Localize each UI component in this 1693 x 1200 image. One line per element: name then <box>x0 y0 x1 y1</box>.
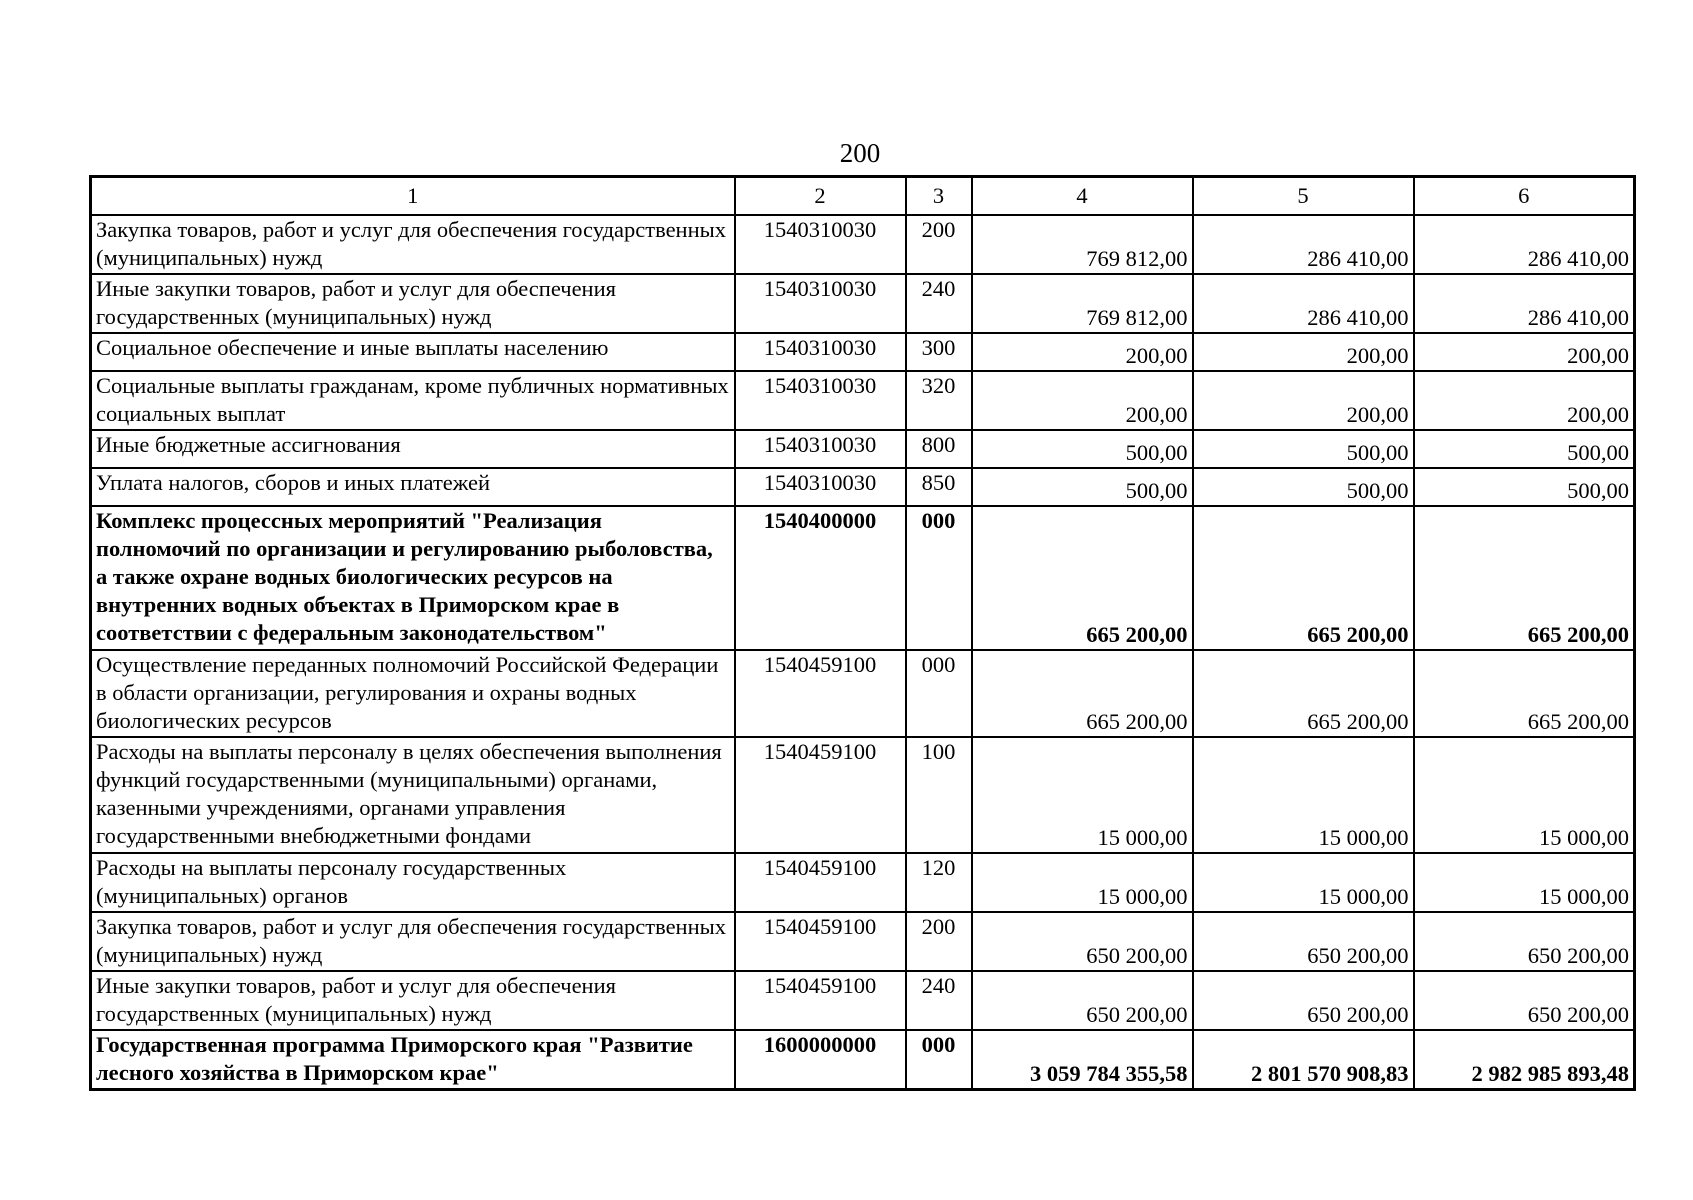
row-value-col5-cell: 200,00 <box>1193 333 1414 371</box>
row-name-cell: Государственная программа Приморского края "Развитие лесного хозяйства в Приморском крае" <box>91 1030 735 1090</box>
table-row <box>91 371 1635 430</box>
table-row <box>91 971 1635 1030</box>
row-value-col4-cell: 200,00 <box>972 333 1193 371</box>
row-code-cell: 1540310030 <box>735 430 906 468</box>
row-value-col5-cell: 15 000,00 <box>1193 853 1414 912</box>
column-header: 4 <box>972 177 1193 216</box>
table-row <box>91 737 1635 853</box>
row-code-cell: 1540459100 <box>735 853 906 912</box>
row-type-cell: 120 <box>906 853 972 912</box>
row-value-col6-cell: 665 200,00 <box>1414 506 1635 650</box>
row-type-cell: 240 <box>906 971 972 1030</box>
row-type-cell: 320 <box>906 371 972 430</box>
row-value-col6-cell: 286 410,00 <box>1414 215 1635 274</box>
row-name-cell: Иные бюджетные ассигнования <box>91 430 735 468</box>
column-header: 3 <box>906 177 972 216</box>
table-row <box>91 430 1635 468</box>
table-row <box>91 1030 1635 1090</box>
row-value-col4-cell: 15 000,00 <box>972 737 1193 853</box>
column-header: 2 <box>735 177 906 216</box>
table-body <box>91 215 1635 1090</box>
row-value-col5-cell: 650 200,00 <box>1193 971 1414 1030</box>
row-code-cell: 1540310030 <box>735 333 906 371</box>
row-type-cell: 850 <box>906 468 972 506</box>
row-type-cell: 200 <box>906 215 972 274</box>
row-value-col5-cell: 500,00 <box>1193 430 1414 468</box>
row-name-cell: Уплата налогов, сборов и иных платежей <box>91 468 735 506</box>
row-value-col4-cell: 15 000,00 <box>972 853 1193 912</box>
row-value-col5-cell: 2 801 570 908,83 <box>1193 1030 1414 1090</box>
row-type-cell: 100 <box>906 737 972 853</box>
row-name-cell: Социальные выплаты гражданам, кроме публичных нормативных социальных выплат <box>91 371 735 430</box>
table-row <box>91 215 1635 274</box>
row-value-col4-cell: 500,00 <box>972 430 1193 468</box>
row-name-cell: Расходы на выплаты персоналу государственных (муниципальных) органов <box>91 853 735 912</box>
budget-table <box>89 175 1636 1091</box>
row-value-col4-cell: 650 200,00 <box>972 912 1193 971</box>
row-code-cell: 1540310030 <box>735 371 906 430</box>
row-value-col4-cell: 769 812,00 <box>972 215 1193 274</box>
row-value-col6-cell: 15 000,00 <box>1414 737 1635 853</box>
row-code-cell: 1540310030 <box>735 274 906 333</box>
row-code-cell: 1540459100 <box>735 650 906 737</box>
row-value-col5-cell: 665 200,00 <box>1193 650 1414 737</box>
row-name-cell: Социальное обеспечение и иные выплаты населению <box>91 333 735 371</box>
row-value-col6-cell: 500,00 <box>1414 430 1635 468</box>
row-type-cell: 240 <box>906 274 972 333</box>
row-name-cell: Закупка товаров, работ и услуг для обеспечения государственных (муниципальных) нужд <box>91 215 735 274</box>
column-header: 1 <box>91 177 735 216</box>
row-code-cell: 1540459100 <box>735 737 906 853</box>
row-type-cell: 000 <box>906 650 972 737</box>
row-code-cell: 1600000000 <box>735 1030 906 1090</box>
row-name-cell: Иные закупки товаров, работ и услуг для обеспечения государственных (муниципальных) нужд <box>91 971 735 1030</box>
row-name-cell: Иные закупки товаров, работ и услуг для обеспечения государственных (муниципальных) нужд <box>91 274 735 333</box>
row-value-col5-cell: 500,00 <box>1193 468 1414 506</box>
row-type-cell: 200 <box>906 912 972 971</box>
table-row <box>91 468 1635 506</box>
row-value-col6-cell: 650 200,00 <box>1414 912 1635 971</box>
table-row <box>91 274 1635 333</box>
row-value-col5-cell: 286 410,00 <box>1193 274 1414 333</box>
row-value-col5-cell: 286 410,00 <box>1193 215 1414 274</box>
row-code-cell: 1540400000 <box>735 506 906 650</box>
row-name-cell: Расходы на выплаты персоналу в целях обеспечения выполнения функций государственными (муниципальными) органами, казенными учреждениями, органами управления государственными внебюджетными фондами <box>91 737 735 853</box>
row-code-cell: 1540459100 <box>735 971 906 1030</box>
table-row <box>91 912 1635 971</box>
row-value-col5-cell: 200,00 <box>1193 371 1414 430</box>
table-row <box>91 506 1635 650</box>
row-value-col6-cell: 2 982 985 893,48 <box>1414 1030 1635 1090</box>
row-value-col6-cell: 650 200,00 <box>1414 971 1635 1030</box>
row-value-col6-cell: 500,00 <box>1414 468 1635 506</box>
row-value-col5-cell: 665 200,00 <box>1193 506 1414 650</box>
row-code-cell: 1540310030 <box>735 215 906 274</box>
row-name-cell: Закупка товаров, работ и услуг для обеспечения государственных (муниципальных) нужд <box>91 912 735 971</box>
row-name-cell: Комплекс процессных мероприятий "Реализация полномочий по организации и регулированию рыболовства, а также охране водных биологических ресурсов на внутренних водных объектах в Приморском крае в соответствии с федеральным законодательством" <box>91 506 735 650</box>
row-type-cell: 800 <box>906 430 972 468</box>
row-code-cell: 1540459100 <box>735 912 906 971</box>
row-type-cell: 000 <box>906 1030 972 1090</box>
row-type-cell: 000 <box>906 506 972 650</box>
row-value-col6-cell: 15 000,00 <box>1414 853 1635 912</box>
row-value-col6-cell: 200,00 <box>1414 333 1635 371</box>
row-value-col6-cell: 286 410,00 <box>1414 274 1635 333</box>
table-row <box>91 650 1635 737</box>
row-type-cell: 300 <box>906 333 972 371</box>
row-value-col4-cell: 769 812,00 <box>972 274 1193 333</box>
table-row <box>91 333 1635 371</box>
column-header: 6 <box>1414 177 1635 216</box>
row-value-col5-cell: 650 200,00 <box>1193 912 1414 971</box>
page-number: 200 <box>839 138 881 168</box>
row-value-col4-cell: 665 200,00 <box>972 650 1193 737</box>
row-code-cell: 1540310030 <box>735 468 906 506</box>
column-header: 5 <box>1193 177 1414 216</box>
row-value-col4-cell: 3 059 784 355,58 <box>972 1030 1193 1090</box>
row-value-col5-cell: 15 000,00 <box>1193 737 1414 853</box>
row-value-col6-cell: 665 200,00 <box>1414 650 1635 737</box>
row-value-col4-cell: 200,00 <box>972 371 1193 430</box>
row-value-col4-cell: 650 200,00 <box>972 971 1193 1030</box>
row-name-cell: Осуществление переданных полномочий Российской Федерации в области организации, регулирования и охраны водных биологических ресурсов <box>91 650 735 737</box>
row-value-col6-cell: 200,00 <box>1414 371 1635 430</box>
row-value-col4-cell: 665 200,00 <box>972 506 1193 650</box>
row-value-col4-cell: 500,00 <box>972 468 1193 506</box>
table-header-row <box>91 177 1635 216</box>
table-row <box>91 853 1635 912</box>
